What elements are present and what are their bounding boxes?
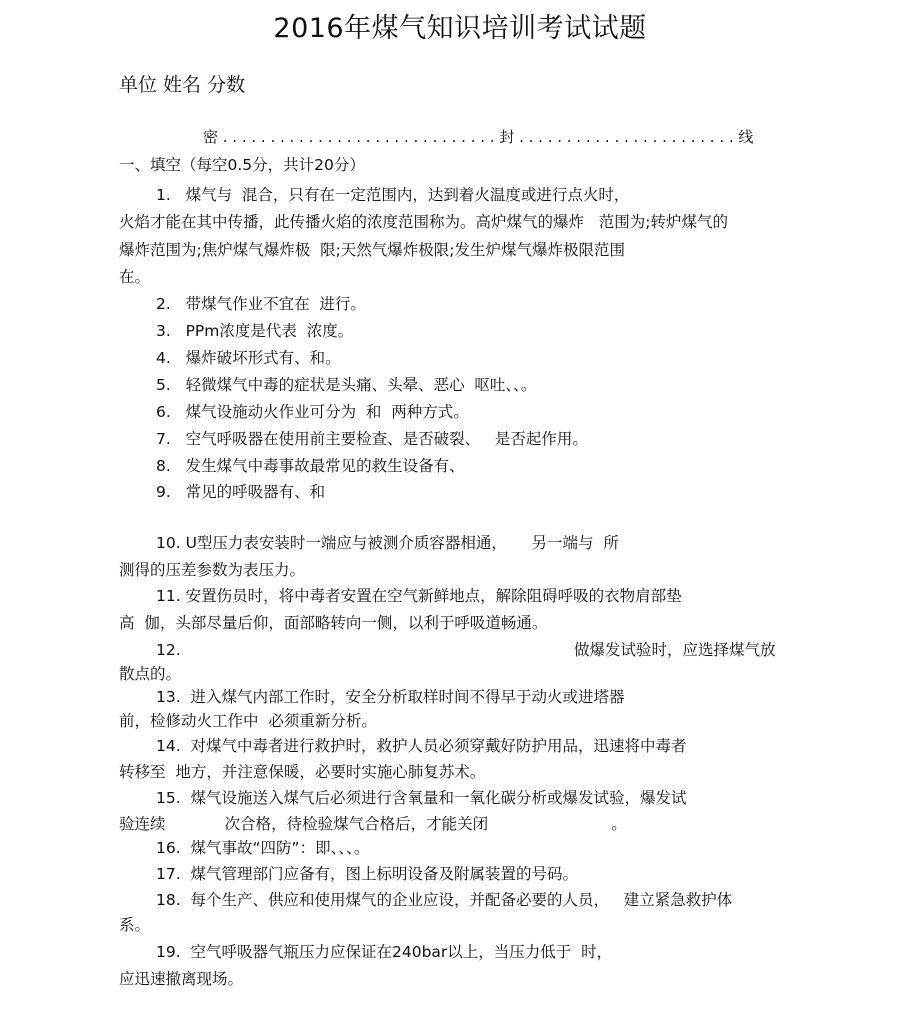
question-7: 7. 空气呼吸器在使用前主要检查、是否破裂、 是否起作用。 bbox=[156, 430, 588, 448]
question-19-line-2: 应迅速撤离现场。 bbox=[119, 970, 244, 988]
question-15-line-1: 15. 煤气设施送入煤气后必须进行含氧量和一氧化碳分析或爆发试验，爆发试 bbox=[156, 789, 687, 807]
question-11-line-1: 11. 安置伤员时，将中毒者安置在空气新鲜地点，解除阻碍呼吸的衣物肩部垫 bbox=[156, 587, 682, 605]
question-12-text: 做爆发试验时，应选择煤气放 bbox=[574, 641, 776, 659]
question-12-line-2: 散点的。 bbox=[119, 665, 182, 683]
question-1-line-1: 1. 煤气与 混合，只有在一定范围内，达到着火温度或进行点火时， bbox=[156, 186, 630, 204]
question-9: 9. 常见的呼吸器有、和 bbox=[156, 483, 326, 501]
question-8: 8. 发生煤气中毒事故最常见的救生设备有、 bbox=[156, 457, 465, 475]
question-6: 6. 煤气设施动火作业可分为 和 两种方式。 bbox=[156, 403, 469, 421]
exam-title: 2016年煤气知识培训考试试题 bbox=[273, 13, 647, 44]
question-1-line-4: 在。 bbox=[119, 268, 151, 286]
question-18-line-2: 系。 bbox=[119, 916, 151, 934]
question-11-line-2: 高 伽，头部尽量后仰，面部略转向一侧，以利于呼吸道畅通。 bbox=[119, 614, 548, 632]
question-16: 16. 煤气事故“四防”：即、、、。 bbox=[156, 839, 370, 857]
section-heading: 一、填空（每空0.5分，共计20分） bbox=[119, 156, 365, 174]
question-1-line-3: 爆炸范围为;焦炉煤气爆炸极 限;天然气爆炸极限;发生炉煤气爆炸极限范围 bbox=[119, 241, 626, 259]
question-19-line-1: 19. 空气呼吸器气瓶压力应保证在240bar以上，当压力低于 时， bbox=[156, 943, 613, 961]
question-5: 5. 轻微煤气中毒的症状是头痛、头晕、恶心 呕吐、、。 bbox=[156, 376, 537, 394]
question-17: 17. 煤气管理部门应备有，图上标明设备及附属装置的号码。 bbox=[156, 865, 579, 883]
seal-line: 密 . . . . . . . . . . . . . . . . . . . . . . . . . . . . . 封 . . . . . . . . . . . . . . . . . . . . . . . 线 bbox=[203, 128, 754, 146]
question-2: 2. 带煤气作业不宜在 进行。 bbox=[156, 295, 366, 313]
question-4: 4. 爆炸破坏形式有、和。 bbox=[156, 349, 341, 367]
question-14-line-1: 14. 对煤气中毒者进行救护时，救护人员必须穿戴好防护用品，迅速将中毒者 bbox=[156, 737, 687, 755]
exam-header-fields: 单位 姓名 分数 bbox=[119, 74, 246, 96]
question-18-line-1: 18. 每个生产、供应和使用煤气的企业应设，并配备必要的人员， 建立紧急救护体 bbox=[156, 891, 733, 909]
question-1-line-2: 火焰才能在其中传播，此传播火焰的浓度范围称为。高炉煤气的爆炸 范围为;转炉煤气的 bbox=[119, 213, 729, 231]
question-3: 3. PPm浓度是代表 浓度。 bbox=[156, 322, 354, 340]
question-15-line-2: 验连续 次合格，待检验煤气合格后，才能关闭 。 bbox=[119, 815, 627, 833]
question-10-line-1: 10. U型压力表安装时一端应与被测介质容器相通， 另一端与 所 bbox=[156, 534, 619, 552]
question-13-line-1: 13. 进入煤气内部工作时，安全分析取样时间不得早于动火或进塔器 bbox=[156, 688, 625, 706]
question-13-line-2: 前，检修动火工作中 必须重新分析。 bbox=[119, 712, 377, 730]
question-14-line-2: 转移至 地方，并注意保暖，必要时实施心肺复苏术。 bbox=[119, 763, 486, 781]
question-10-line-2: 测得的压差参数为表压力。 bbox=[119, 561, 306, 579]
question-12-number: 12. bbox=[156, 641, 181, 659]
